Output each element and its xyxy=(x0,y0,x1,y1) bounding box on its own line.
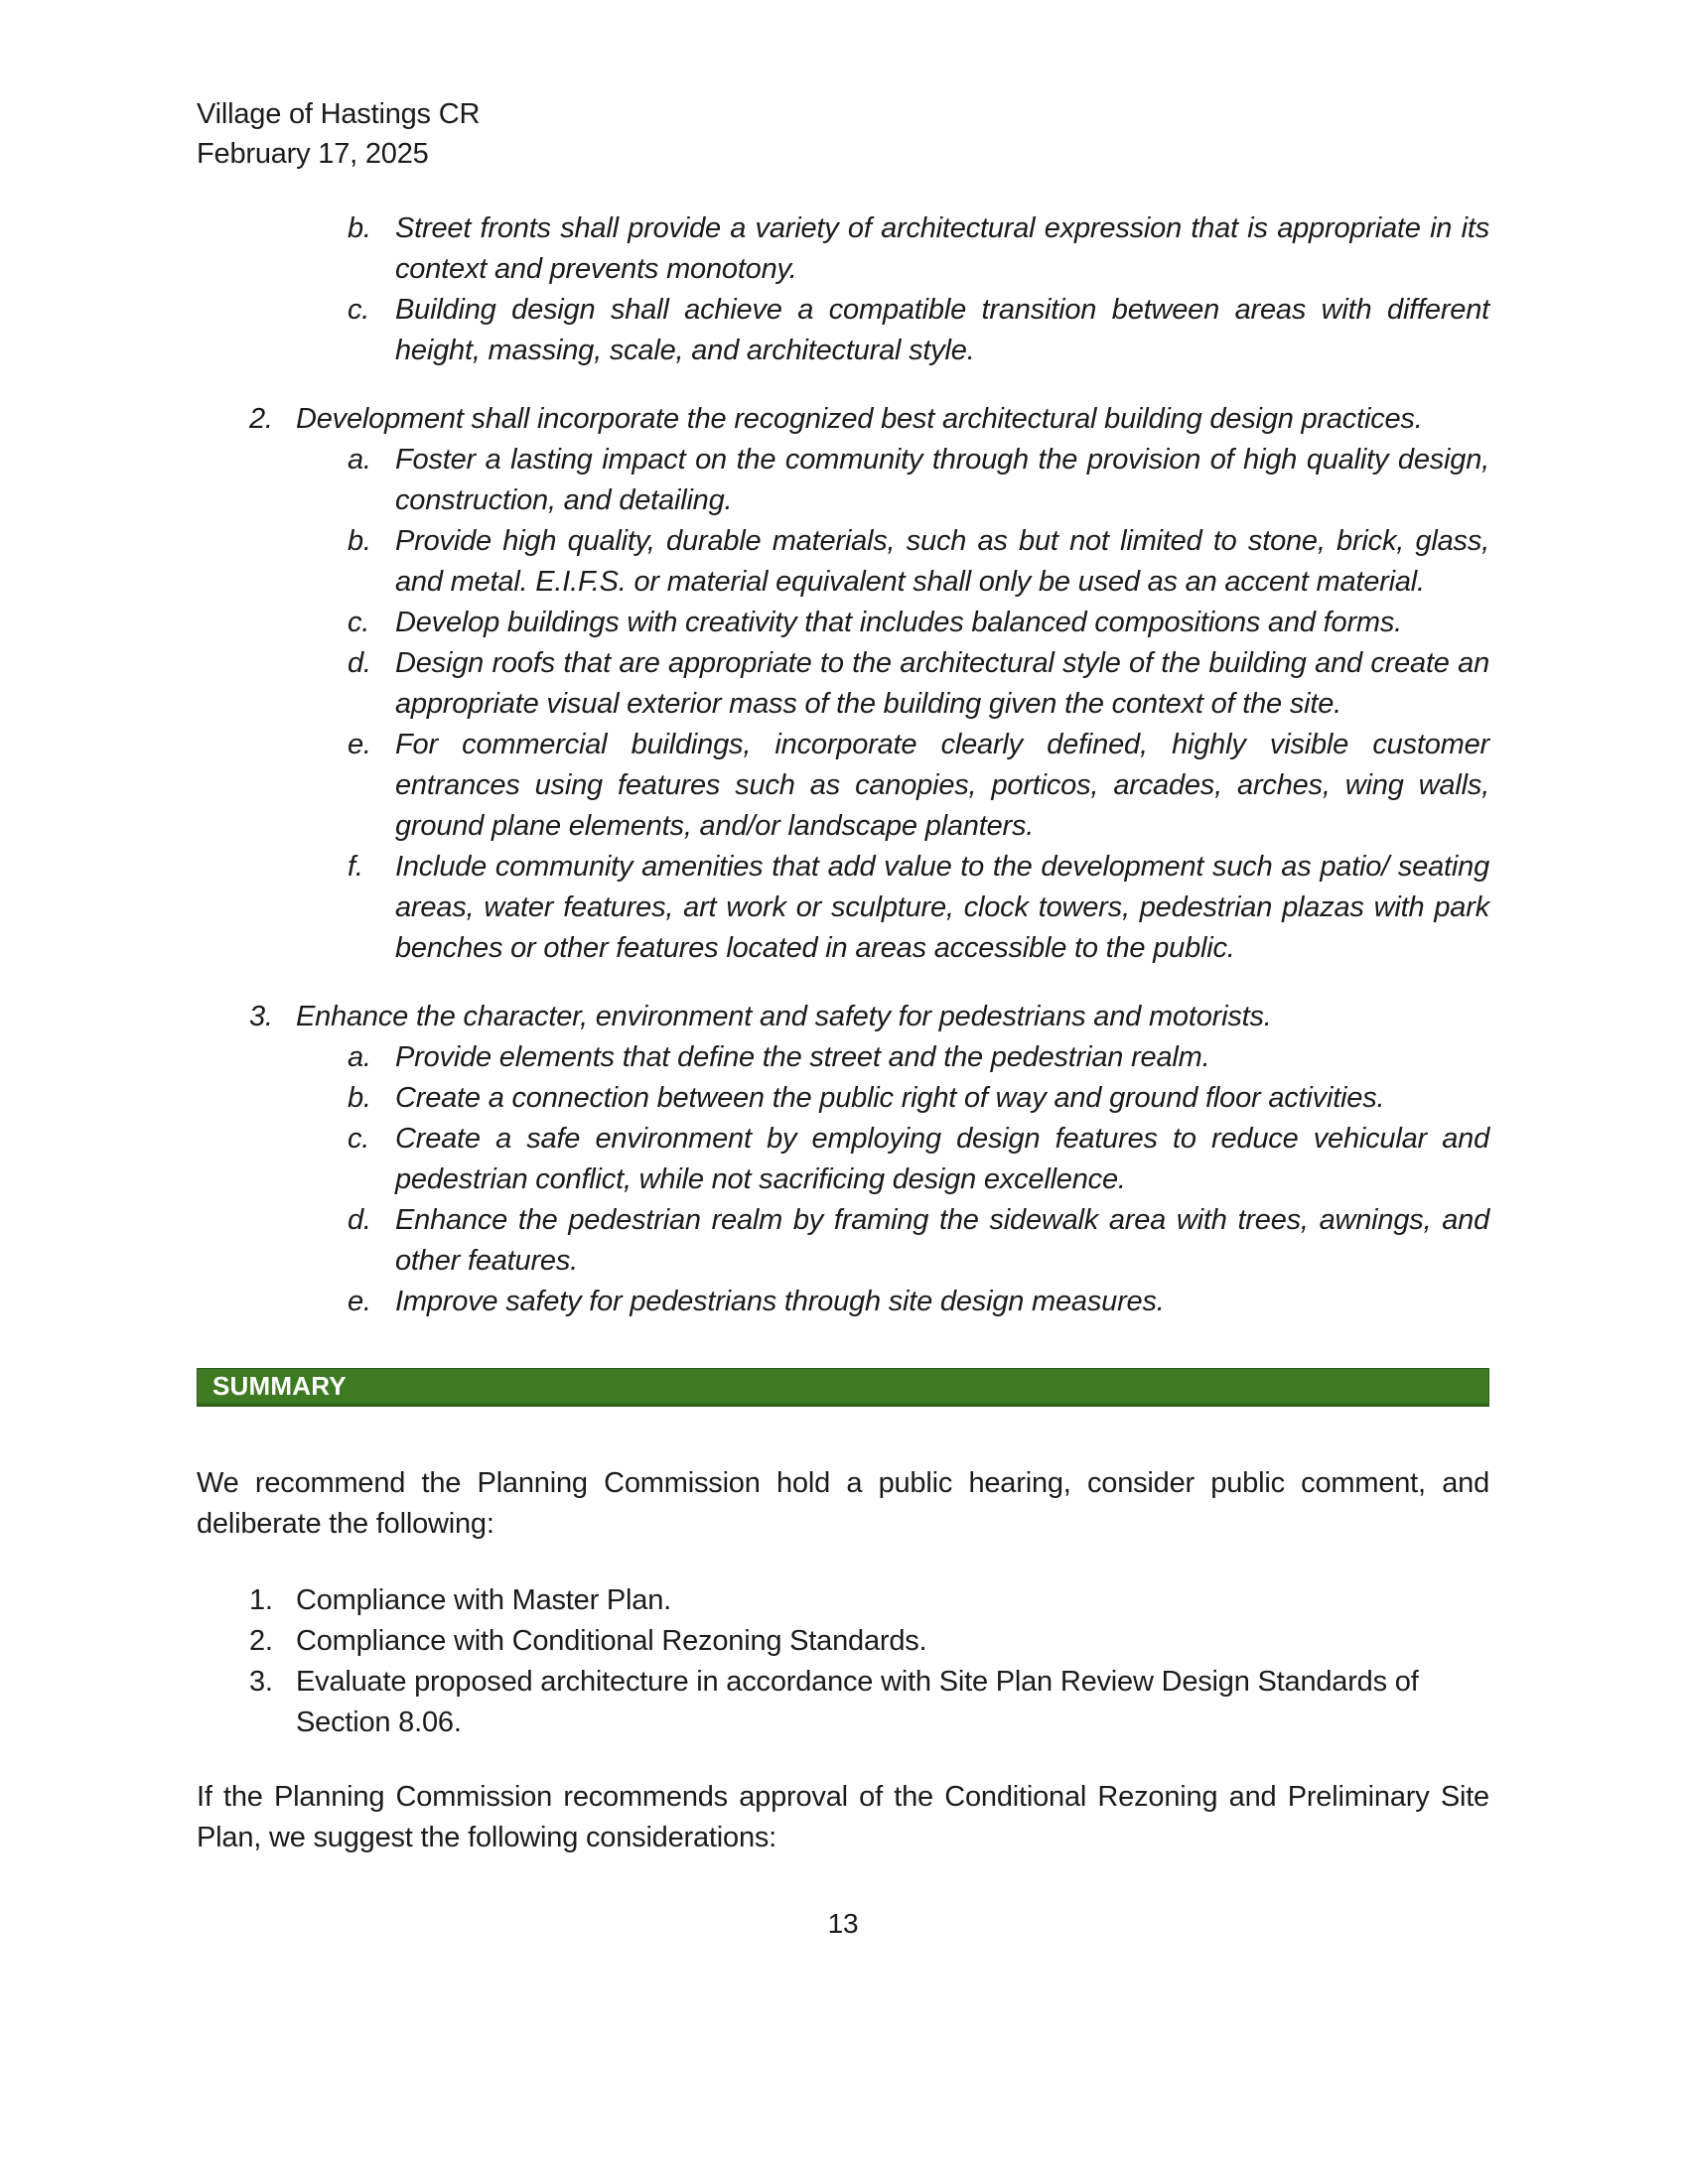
list-item xyxy=(197,290,1489,371)
list-item xyxy=(197,847,1489,969)
list-item xyxy=(197,1662,1489,1743)
summary-section-heading xyxy=(197,1368,1489,1407)
header-date: February 17, 2025 xyxy=(197,138,429,170)
list-item-marker: 3. xyxy=(249,1666,273,1698)
list-item-text: Building design shall achieve a compatible transition between areas with different height, massing, scale, and architectural style. xyxy=(395,294,1489,366)
list-item xyxy=(197,603,1489,643)
list-item-marker: 2. xyxy=(249,403,273,435)
summary-list xyxy=(197,1580,1489,1743)
list-item xyxy=(197,1078,1489,1119)
summary-paragraph-1: We recommend the Planning Commission hold a public hearing, consider public comment, and deliberate the following: xyxy=(197,1467,1489,1540)
list-item-text: Evaluate proposed architecture in accordance with Site Plan Review Design Standards of Section 8.06. xyxy=(296,1666,1419,1738)
list-item-marker: a. xyxy=(348,444,371,476)
list-item xyxy=(197,997,1489,1037)
list-item-marker: 3. xyxy=(249,1001,273,1032)
list-item-marker: 2. xyxy=(249,1625,273,1657)
list-item-text: Development shall incorporate the recognized best architectural building design practices. xyxy=(296,403,1423,435)
list-item xyxy=(197,1621,1489,1662)
list-item xyxy=(197,521,1489,603)
list-item-text: Compliance with Conditional Rezoning Standards. xyxy=(296,1625,927,1657)
list-item xyxy=(197,1282,1489,1322)
list-item-text: Improve safety for pedestrians through site design measures. xyxy=(395,1286,1165,1317)
page-number: 13 xyxy=(827,1908,859,1939)
list-item-text: For commercial buildings, incorporate clearly defined, highly visible customer entrances using features such as canopies, porticos, arcades, arches, wing walls, ground plane elements, and/or landscape planters. xyxy=(395,729,1489,842)
list-item xyxy=(197,725,1489,847)
list-item-marker: b. xyxy=(348,525,371,557)
list-item-text: Provide high quality, durable materials, such as but not limited to stone, brick, glass, and metal. E.I.F.S. or material equivalent shall only be used as an accent material. xyxy=(395,525,1489,598)
list-item-text: Develop buildings with creativity that includes balanced compositions and forms. xyxy=(395,607,1403,638)
list-item-text: Create a connection between the public right of way and ground floor activities. xyxy=(395,1082,1385,1114)
list-item-marker: d. xyxy=(348,647,371,679)
list-item-marker: e. xyxy=(348,1286,371,1317)
standards-section xyxy=(197,208,1489,1322)
list-item-marker: a. xyxy=(348,1041,371,1073)
list-item-marker: b. xyxy=(348,212,371,244)
list-item-marker: 1. xyxy=(249,1584,273,1616)
list-item-text: Include community amenities that add value to the development such as patio/ seating areas, water features, art work or sculpture, clock towers, pedestrian plazas with park benches or other features located in areas accessible to the public. xyxy=(395,851,1489,964)
list-item xyxy=(197,208,1489,290)
list-item-marker: f. xyxy=(348,851,363,883)
summary-heading-label: SUMMARY xyxy=(212,1371,347,1401)
list-item xyxy=(197,1200,1489,1282)
list-item xyxy=(197,643,1489,725)
list-item xyxy=(197,1037,1489,1078)
list-item-marker: e. xyxy=(348,729,371,760)
list-item-marker: b. xyxy=(348,1082,371,1114)
list-item-text: Foster a lasting impact on the community through the provision of high quality design, construction, and detailing. xyxy=(395,444,1489,516)
list-item xyxy=(197,440,1489,521)
document-header xyxy=(197,94,1489,174)
list-item-text: Provide elements that define the street and the pedestrian realm. xyxy=(395,1041,1210,1073)
list-item-marker: c. xyxy=(348,607,370,638)
list-item-text: Enhance the character, environment and safety for pedestrians and motorists. xyxy=(296,1001,1272,1032)
list-item-text: Compliance with Master Plan. xyxy=(296,1584,671,1616)
list-item-text: Street fronts shall provide a variety of architectural expression that is appropriate in its context and prevents monotony. xyxy=(395,212,1489,285)
summary-paragraph-2: If the Planning Commission recommends approval of the Conditional Rezoning and Preliminary Site Plan, we suggest the following considerations: xyxy=(197,1781,1489,1853)
list-item-marker: d. xyxy=(348,1204,371,1236)
header-organization: Village of Hastings CR xyxy=(197,98,481,130)
list-item xyxy=(197,1580,1489,1621)
list-item-text: Design roofs that are appropriate to the architectural style of the building and create an appropriate visual exterior mass of the building given the context of the site. xyxy=(395,647,1489,720)
list-item-text: Create a safe environment by employing design features to reduce vehicular and pedestrian conflict, while not sacrificing design excellence. xyxy=(395,1123,1489,1195)
list-item-text: Enhance the pedestrian realm by framing the sidewalk area with trees, awnings, and other features. xyxy=(395,1204,1489,1277)
list-item xyxy=(197,399,1489,440)
list-item xyxy=(197,1119,1489,1200)
list-item-marker: c. xyxy=(348,294,370,326)
list-item-marker: c. xyxy=(348,1123,370,1155)
